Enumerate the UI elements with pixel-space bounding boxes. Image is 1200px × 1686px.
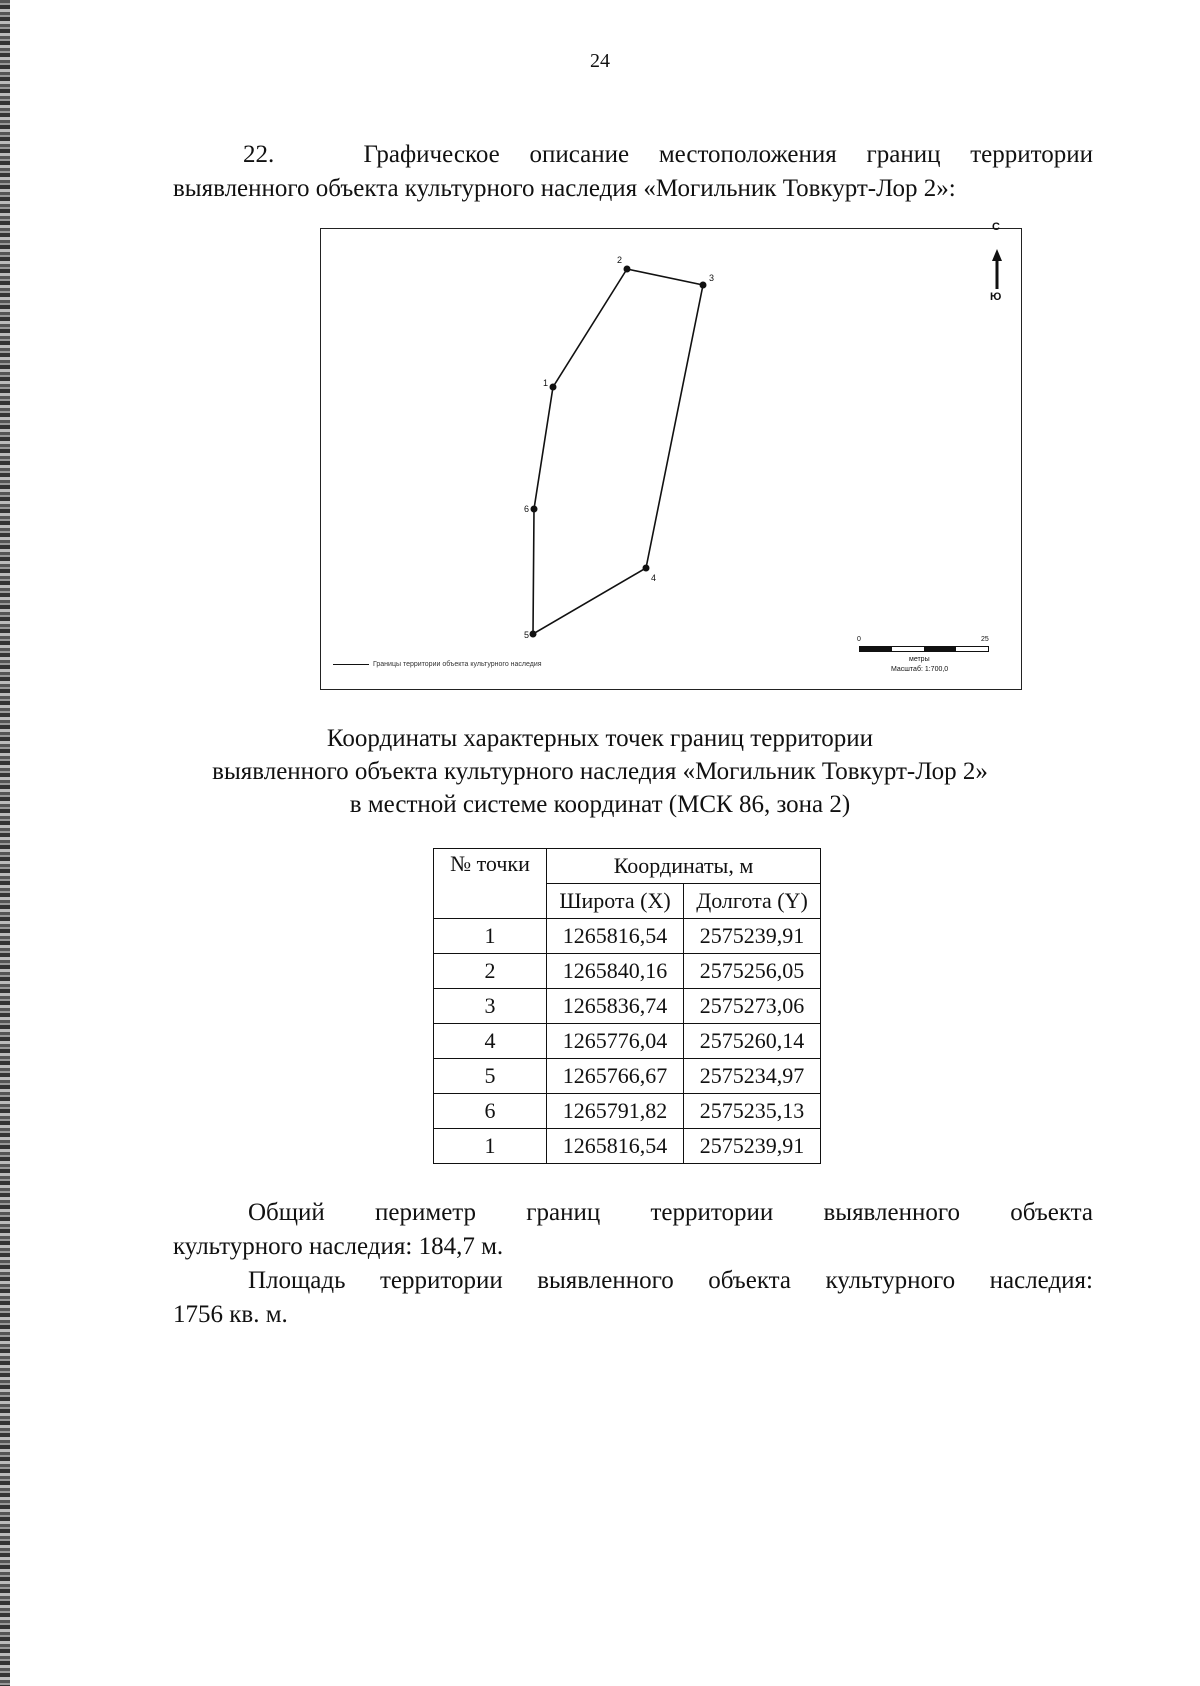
- cell-x: 1265791,82: [547, 1094, 684, 1129]
- area-line1: Площадь территории выявленного объекта культурного наследия:: [248, 1267, 1093, 1294]
- scale-text: Масштаб: 1:700,0: [891, 666, 949, 673]
- cell-y: 2575239,91: [684, 919, 821, 954]
- cell-y: 2575235,13: [684, 1094, 821, 1129]
- cell-x: 1265840,16: [547, 954, 684, 989]
- area-line2: 1756 кв. м.: [173, 1301, 288, 1328]
- map-label-6: 6: [524, 504, 530, 514]
- map-label-5: 5: [524, 630, 530, 640]
- map-point-5: [530, 631, 537, 638]
- scale-end: 25: [981, 636, 989, 643]
- scale-bar-icon: [859, 646, 989, 652]
- cell-x: 1265816,54: [547, 1129, 684, 1164]
- table-title: [0, 722, 1200, 821]
- table-title-line3: в местной системе координат (МСК 86, зона 2): [349, 791, 851, 818]
- section-number: 22.: [243, 141, 275, 168]
- table-body: [434, 919, 821, 1164]
- map-point-2: [624, 266, 631, 273]
- north-label: С: [992, 221, 1000, 233]
- cell-x: 1265776,04: [547, 1024, 684, 1059]
- table-row: [434, 1094, 821, 1129]
- north-arrow-icon: [992, 249, 1002, 289]
- table-title-line2: выявленного объекта культурного наследия «Могильник Товкурт-Лор 2»: [212, 758, 988, 785]
- cell-y: 2575256,05: [684, 954, 821, 989]
- boundary-polygon: [533, 269, 703, 634]
- header-x: Широта (X): [547, 884, 684, 919]
- table-title-line1: Координаты характерных точек границ территории: [326, 725, 874, 752]
- boundary-map: [320, 221, 1022, 690]
- perimeter-line1: Общий периметр границ территории выявленного объекта: [248, 1199, 1093, 1226]
- cell-point: 1: [434, 1129, 547, 1164]
- cell-y: 2575239,91: [684, 1129, 821, 1164]
- cell-y: 2575234,97: [684, 1059, 821, 1094]
- cell-point: 3: [434, 989, 547, 1024]
- table-row: [434, 954, 821, 989]
- perimeter-line2: культурного наследия: 184,7 м.: [173, 1233, 504, 1260]
- table-row: [434, 989, 821, 1024]
- header-point: № точки: [434, 849, 547, 919]
- map-label-2: 2: [617, 255, 623, 265]
- cell-x: 1265766,67: [547, 1059, 684, 1094]
- table-header-row: [434, 849, 821, 884]
- header-y: Долгота (Y): [684, 884, 821, 919]
- section-line1: Графическое описание местоположения границ территории: [363, 141, 1093, 168]
- map-label-1: 1: [543, 378, 549, 388]
- map-point-3: [700, 282, 707, 289]
- scale-units: метры: [909, 656, 930, 663]
- table-row: [434, 1024, 821, 1059]
- cell-x: 1265816,54: [547, 919, 684, 954]
- table-row: [434, 1059, 821, 1094]
- legend-line-icon: [333, 664, 369, 665]
- section-line2: выявленного объекта культурного наследия «Могильник Товкурт-Лор 2»:: [173, 175, 956, 202]
- page-number: 24: [590, 50, 610, 72]
- legend-text: Границы территории объекта культурного наследия: [373, 661, 542, 668]
- map-point-6: [531, 506, 538, 513]
- header-coords: Координаты, м: [547, 849, 821, 884]
- south-label: Ю: [990, 291, 1002, 303]
- scan-edge: [0, 0, 10, 1686]
- perimeter-paragraph: [173, 1196, 1093, 1264]
- scale-start: 0: [857, 636, 861, 643]
- table-row: [434, 919, 821, 954]
- cell-point: 6: [434, 1094, 547, 1129]
- cell-point: 5: [434, 1059, 547, 1094]
- map-label-4: 4: [651, 573, 657, 583]
- scale-bar-block: [849, 634, 1009, 684]
- coordinates-table: [433, 848, 821, 1164]
- cell-point: 2: [434, 954, 547, 989]
- cell-y: 2575273,06: [684, 989, 821, 1024]
- map-canvas: [321, 229, 1021, 689]
- cell-point: 4: [434, 1024, 547, 1059]
- section-heading: [173, 138, 1093, 206]
- cell-point: 1: [434, 919, 547, 954]
- map-legend: [333, 661, 542, 668]
- map-label-3: 3: [709, 273, 715, 283]
- area-paragraph: [173, 1264, 1093, 1332]
- cell-y: 2575260,14: [684, 1024, 821, 1059]
- table-row: [434, 1129, 821, 1164]
- map-point-1: [550, 384, 557, 391]
- map-point-4: [643, 565, 650, 572]
- cell-x: 1265836,74: [547, 989, 684, 1024]
